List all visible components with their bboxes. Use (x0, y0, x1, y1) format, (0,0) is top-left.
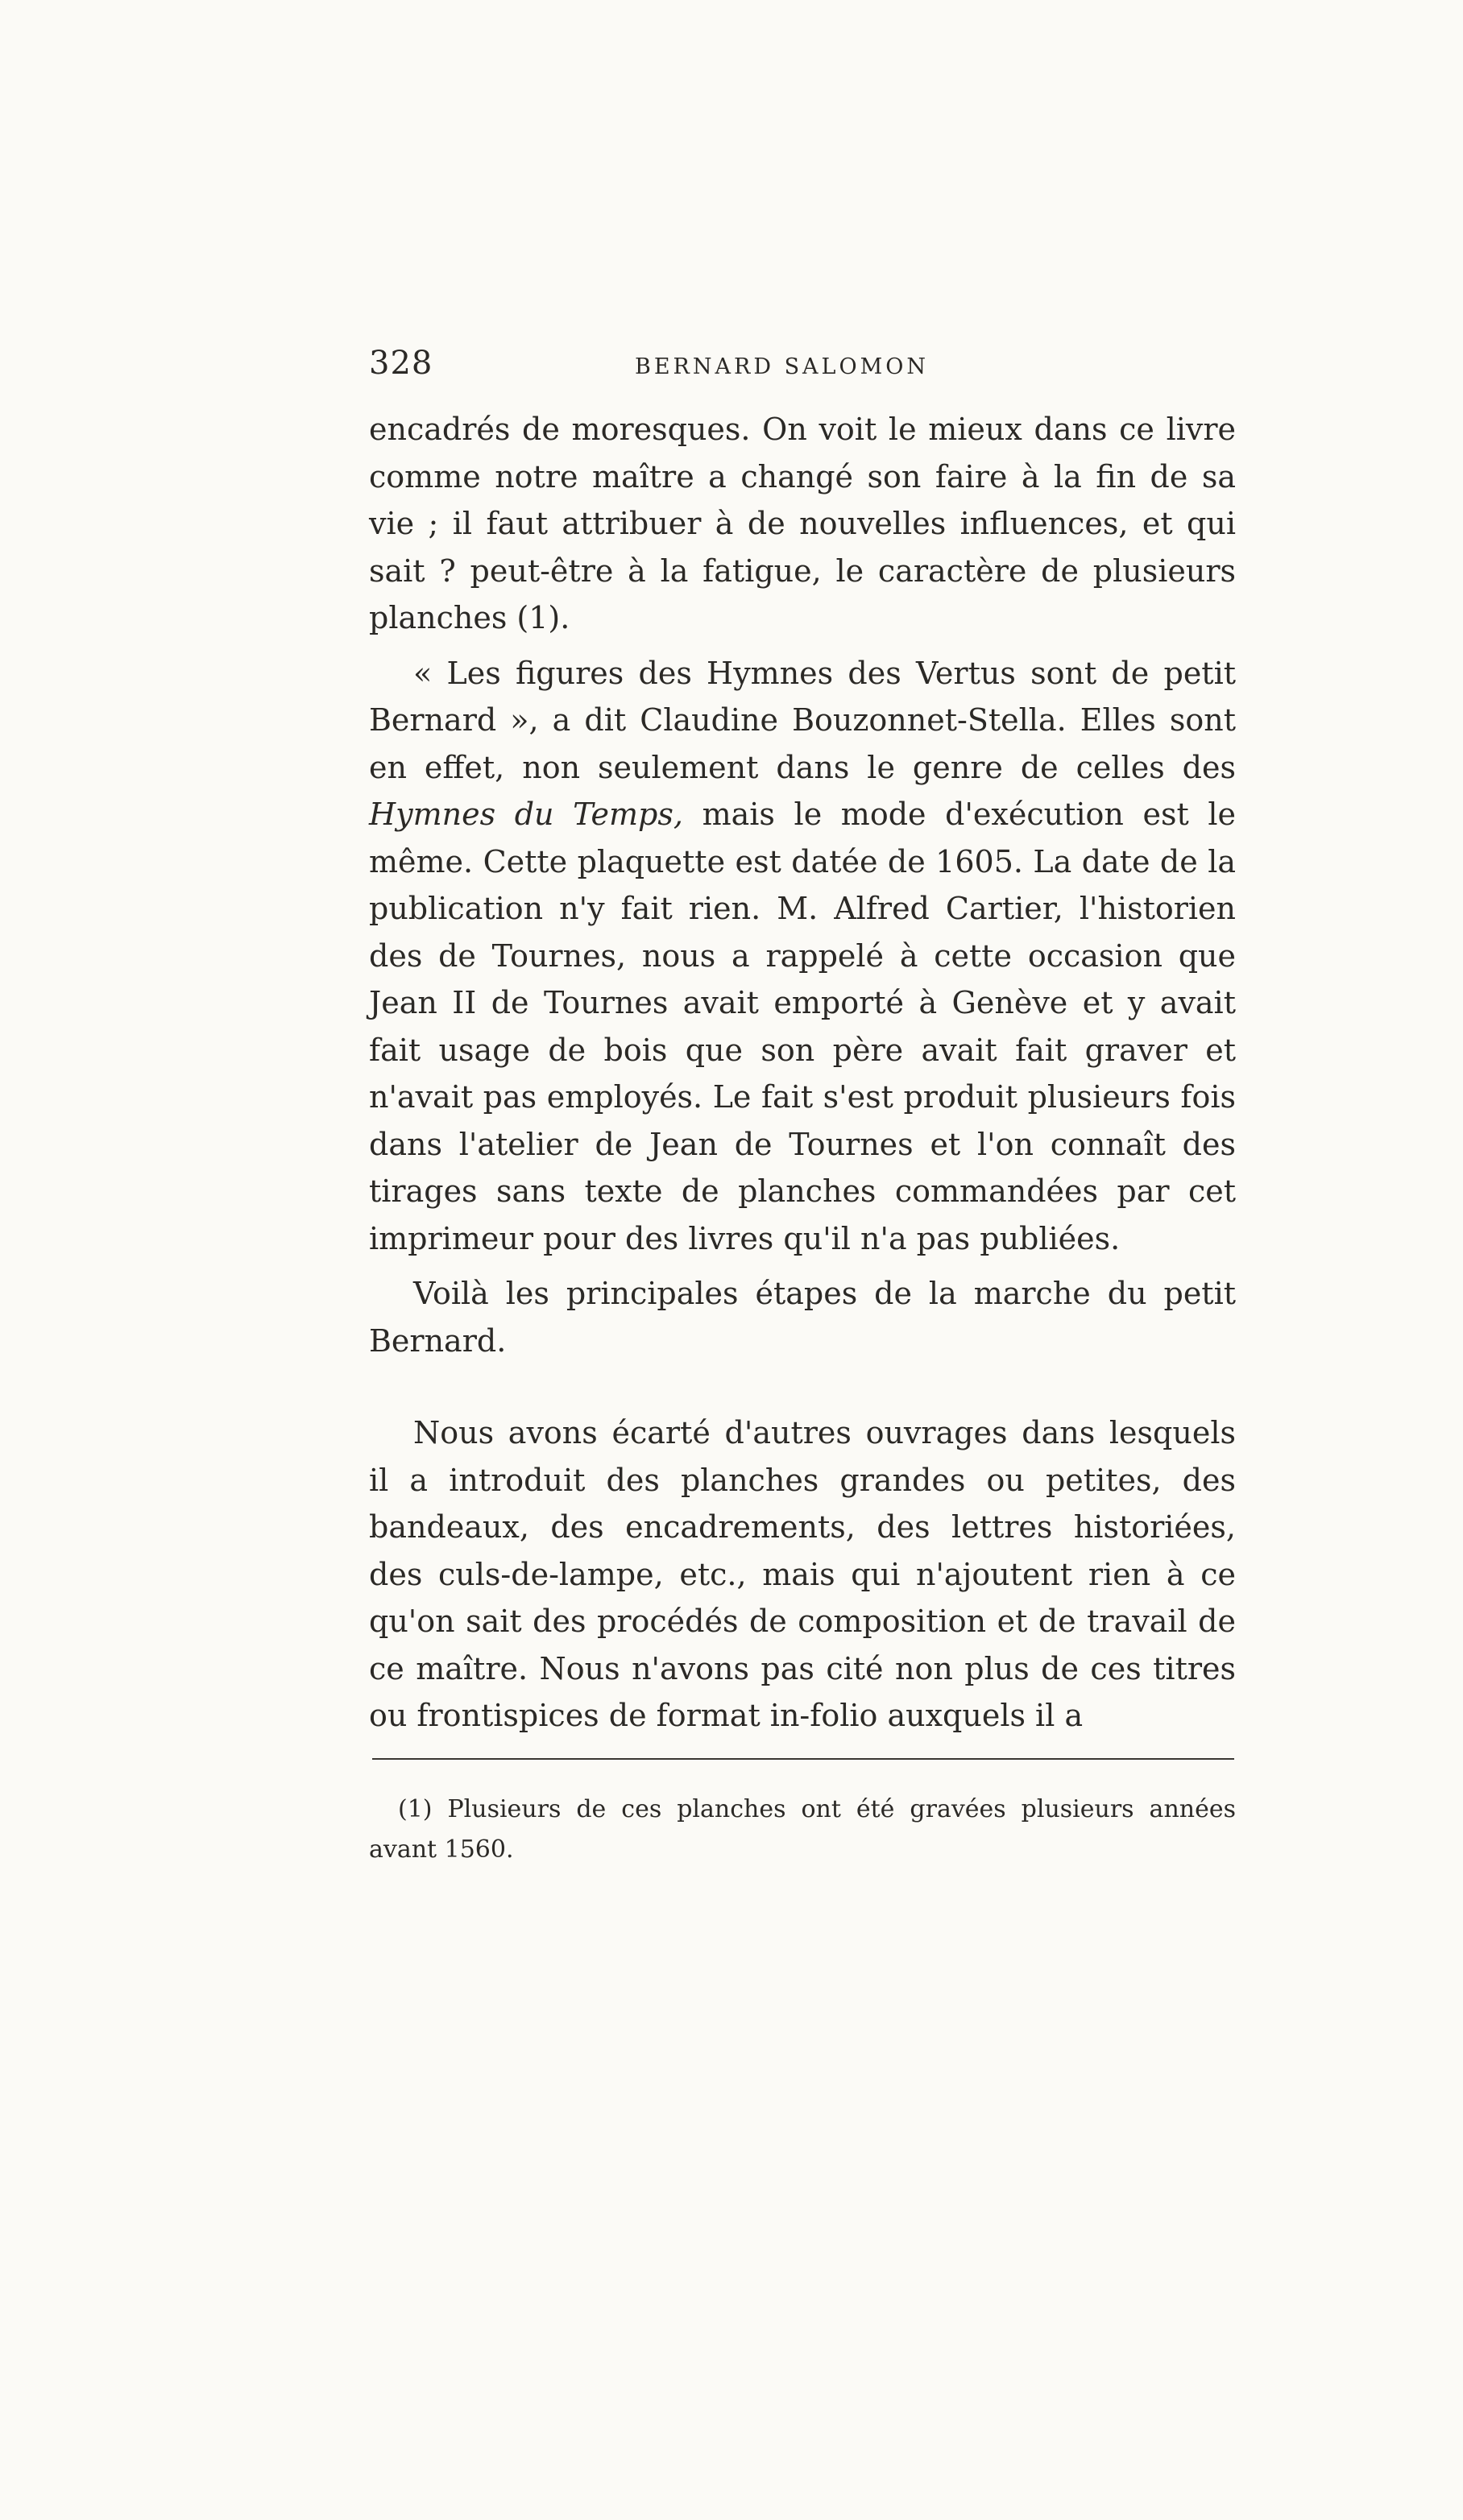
running-title: BERNARD SALOMON (635, 354, 930, 379)
footnote-divider (372, 1758, 1234, 1760)
paragraph-hymnes-text-start: « Les figures des Hymnes des Vertus sont de petit Bernard », a dit Claudine Bouzonnet-Stella. Elles sont en effet, non seulement dans le genre de celles des (369, 655, 1236, 785)
paragraph-other-works: Nous avons écarté d'autres ouvrages dans lesquels il a introduit des planches grandes ou petites, des bandeaux, des encadrements, des lettres historiées, des culs-de-lampe, etc., mais qui n'ajoutent rien à ce qu'on sait des procédés de composition et de travail de ce maître. Nous n'avons pas cité non plus de ces titres ou frontispices de format in-folio auxquels il a (369, 1415, 1236, 1733)
body-text (369, 406, 1236, 1740)
running-head (369, 345, 1236, 393)
footnote-text: (1) Plusieurs de ces planches ont été gravées plusieurs années avant 1560. (369, 1795, 1236, 1864)
book-title-italic: Hymnes du Temps, (369, 797, 683, 832)
paragraph-hymnes-text-end: mais le mode d'exécution est le même. Cette plaquette est datée de 1605. La date de la publication n'y fait rien. M. Alfred Cartier, l'historien des de Tournes, nous a rappelé à cette occasion que Jean II de Tournes avait emporté à Genève et y avait fait usage de bois que son père avait fait graver et n'avait pas employés. Le fait s'est produit plusieurs fois dans l'atelier de Jean de Tournes et l'on connaît des tirages sans texte de planches commandées par cet imprimeur pour des livres qu'il n'a pas publiées. (369, 797, 1236, 1256)
paragraph-hymnes (369, 650, 1236, 1263)
paragraph-summary: Voilà les principales étapes de la marche du petit Bernard. (369, 1276, 1236, 1359)
page-number: 328 (369, 345, 433, 382)
paragraph-continuation: encadrés de moresques. On voit le mieux dans ce livre comme notre maître a changé son faire à la fin de sa vie ; il faut attribuer à de nouvelles influences, et qui sait ? peut-être à la fatigue, le caractère de plusieurs planches (1). (369, 412, 1236, 635)
footnote (369, 1790, 1236, 1870)
